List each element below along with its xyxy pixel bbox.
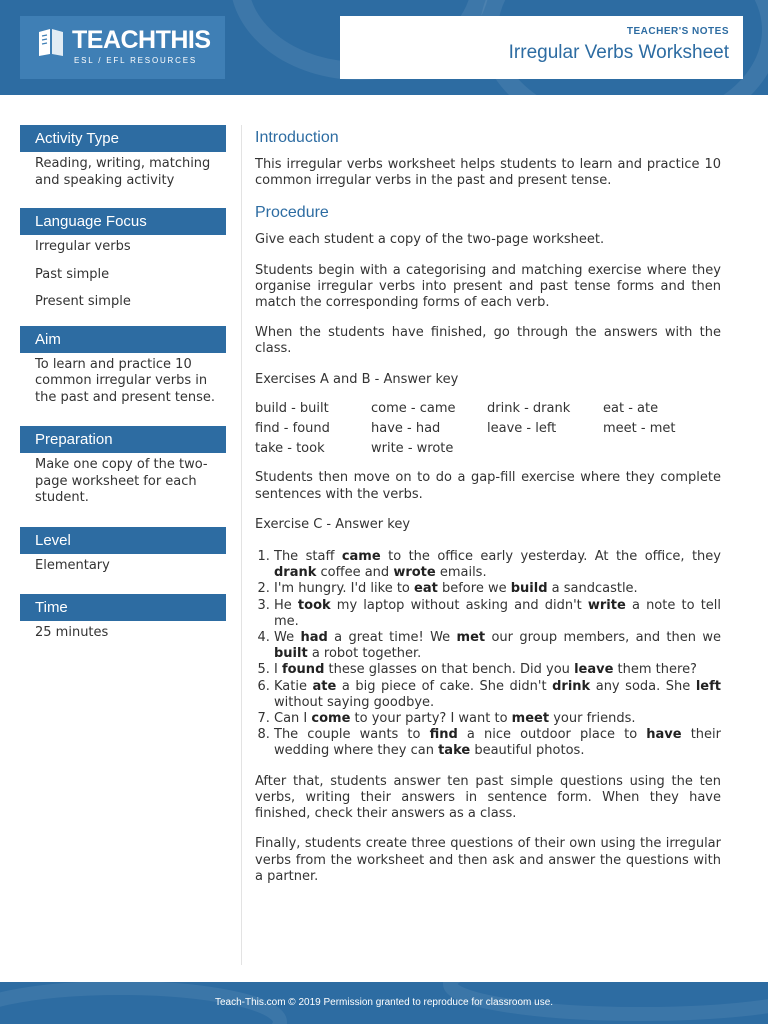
answer-sentence bbox=[274, 549, 721, 581]
verb-pair: eat - ate bbox=[603, 400, 659, 416]
page-footer bbox=[0, 982, 768, 1024]
sentence-text: a big piece of cake. She didn't bbox=[336, 678, 553, 694]
answer-key-c-list bbox=[255, 549, 721, 760]
answer-verb: met bbox=[456, 630, 486, 646]
procedure-paragraph: After that, students answer ten past simple questions using the ten verbs, writing their answers in sentence form. When they have finished, check their answers as a class. bbox=[255, 773, 721, 822]
introduction-text: This irregular verbs worksheet helps students to learn and practice 10 common irregular verbs in the past and present tense. bbox=[255, 157, 721, 189]
activity-type-heading: Activity Type bbox=[20, 125, 226, 152]
answer-verb: have bbox=[646, 727, 682, 743]
answer-verb: come bbox=[311, 711, 351, 727]
sentence-text: a sandcastle. bbox=[547, 581, 638, 597]
verb-pairs-grid bbox=[255, 401, 721, 458]
preparation-section bbox=[20, 453, 226, 507]
sentence-text: our group members, and then we bbox=[485, 630, 721, 646]
answer-sentence bbox=[274, 598, 721, 630]
sentence-text: before we bbox=[437, 581, 511, 597]
answer-sentence bbox=[274, 679, 721, 711]
sentence-text: Can I bbox=[274, 711, 312, 727]
aim-section bbox=[20, 353, 226, 407]
aim-heading: Aim bbox=[20, 326, 226, 353]
answer-sentence bbox=[274, 711, 721, 727]
logo-title: TEACHTHIS bbox=[72, 26, 211, 54]
main-content bbox=[255, 128, 721, 899]
sentence-text: Katie bbox=[274, 678, 313, 694]
verb-pair: drink - drank bbox=[487, 400, 571, 416]
answer-verb: built bbox=[274, 646, 308, 662]
procedure-paragraph: When the students have finished, go through the answers with the class. bbox=[255, 325, 721, 357]
activity-type-text: Reading, writing, matching and speaking activity bbox=[35, 156, 211, 188]
procedure-heading: Procedure bbox=[255, 204, 329, 222]
answer-verb: find bbox=[429, 727, 458, 743]
sidebar bbox=[20, 125, 226, 653]
language-focus-item: Present simple bbox=[35, 294, 131, 309]
verb-pair: have - had bbox=[371, 421, 441, 437]
answer-verb: had bbox=[300, 630, 328, 646]
preparation-heading: Preparation bbox=[20, 426, 226, 453]
aim-text: To learn and practice 10 common irregular verbs in the past and present tense. bbox=[35, 356, 216, 405]
verb-pair: write - wrote bbox=[371, 441, 454, 457]
answer-verb: found bbox=[281, 662, 325, 678]
sentence-text: We bbox=[274, 630, 301, 646]
level-section bbox=[20, 554, 226, 575]
verb-pair: leave - left bbox=[487, 421, 557, 437]
time-section bbox=[20, 621, 226, 642]
answer-sentence bbox=[274, 630, 721, 662]
answer-verb: wrote bbox=[393, 565, 436, 581]
sentence-text: He bbox=[274, 597, 298, 613]
answer-verb: eat bbox=[414, 581, 438, 597]
language-focus-heading: Language Focus bbox=[20, 208, 226, 235]
sentence-text: without saying goodbye. bbox=[274, 694, 435, 710]
sentence-text: any soda. She bbox=[590, 678, 696, 694]
logo[interactable] bbox=[20, 16, 225, 79]
notes-label: TEACHER'S NOTES bbox=[626, 26, 729, 37]
sentence-text: The staff bbox=[274, 549, 342, 565]
sentence-text: to the office early yesterday. At the office, they bbox=[380, 549, 721, 565]
answer-verb: take bbox=[438, 743, 471, 759]
sentence-text: coffee and bbox=[316, 565, 394, 581]
sentence-text: a nice outdoor place to bbox=[457, 727, 647, 743]
page-header bbox=[0, 0, 768, 95]
answer-sentence bbox=[274, 727, 721, 759]
answer-verb: drink bbox=[552, 678, 591, 694]
answer-verb: left bbox=[695, 678, 721, 694]
answer-verb: came bbox=[341, 549, 381, 565]
answer-verb: meet bbox=[511, 711, 550, 727]
footer-text: Teach-This.com © 2019 Permission granted to reproduce for classroom use. bbox=[214, 997, 554, 1008]
verb-pair: build - built bbox=[255, 400, 329, 416]
sentence-text: I'm hungry. I'd like to bbox=[274, 581, 415, 597]
answer-verb: leave bbox=[574, 662, 614, 678]
sentence-text: their wedding where they can bbox=[274, 727, 721, 759]
answer-verb: drank bbox=[274, 565, 317, 581]
sentence-text: emails. bbox=[435, 565, 487, 581]
procedure-paragraph: Finally, students create three questions of their own using the irregular verbs from the worksheet and then ask and answer the questions with a partner. bbox=[255, 836, 721, 884]
activity-type-section bbox=[20, 152, 226, 189]
level-text: Elementary bbox=[35, 557, 110, 573]
title-box bbox=[340, 16, 743, 79]
answer-verb: ate bbox=[312, 678, 337, 694]
preparation-text: Make one copy of the two-page worksheet for each student. bbox=[35, 457, 208, 505]
verb-pair: find - found bbox=[255, 421, 330, 437]
column-divider bbox=[241, 125, 242, 965]
sentence-text: beautiful photos. bbox=[470, 743, 585, 759]
sentence-text: your friends. bbox=[549, 711, 636, 727]
verb-pair: come - came bbox=[371, 400, 456, 416]
sentence-text: a great time! We bbox=[327, 630, 457, 646]
answer-sentence bbox=[274, 662, 721, 678]
answer-verb: took bbox=[297, 597, 331, 613]
introduction-heading: Introduction bbox=[255, 129, 339, 146]
verb-pair: meet - met bbox=[603, 421, 676, 437]
answer-verb: write bbox=[587, 597, 626, 613]
worksheet-title: Irregular Verbs Worksheet bbox=[508, 42, 729, 63]
language-focus-item: Irregular verbs bbox=[35, 239, 131, 254]
answer-verb: build bbox=[510, 581, 548, 597]
sentence-text: them there? bbox=[613, 662, 697, 678]
time-text: 25 minutes bbox=[35, 625, 109, 640]
time-heading: Time bbox=[20, 594, 226, 621]
sentence-text: to your party? I want to bbox=[350, 711, 512, 727]
procedure-paragraph: Give each student a copy of the two-page worksheet. bbox=[255, 232, 605, 248]
language-focus-item: Past simple bbox=[35, 266, 110, 282]
sentence-text: my laptop without asking and didn't bbox=[330, 597, 588, 613]
procedure-paragraph: Students begin with a categorising and matching exercise where they organise irregular verbs into present and past tense forms and then match the corresponding forms of each verb. bbox=[255, 262, 721, 311]
answer-sentence bbox=[274, 581, 721, 597]
sentence-text: a robot together. bbox=[307, 646, 422, 662]
language-focus-section bbox=[20, 235, 226, 311]
book-icon bbox=[36, 26, 66, 58]
level-heading: Level bbox=[20, 527, 226, 554]
sentence-text: I bbox=[274, 662, 282, 678]
answer-key-ab-label: Exercises A and B - Answer key bbox=[255, 371, 459, 387]
sentence-text: a note to tell me. bbox=[274, 597, 722, 629]
verb-pair: take - took bbox=[255, 441, 325, 457]
procedure-paragraph: Students then move on to do a gap-fill exercise where they complete sentences with the verbs. bbox=[255, 470, 721, 502]
answer-key-c-label: Exercise C - Answer key bbox=[255, 516, 411, 532]
sentence-text: The couple wants to bbox=[274, 727, 430, 743]
sentence-text: these glasses on that bench. Did you bbox=[324, 662, 575, 678]
logo-subtitle: ESL / EFL RESOURCES bbox=[74, 56, 197, 65]
